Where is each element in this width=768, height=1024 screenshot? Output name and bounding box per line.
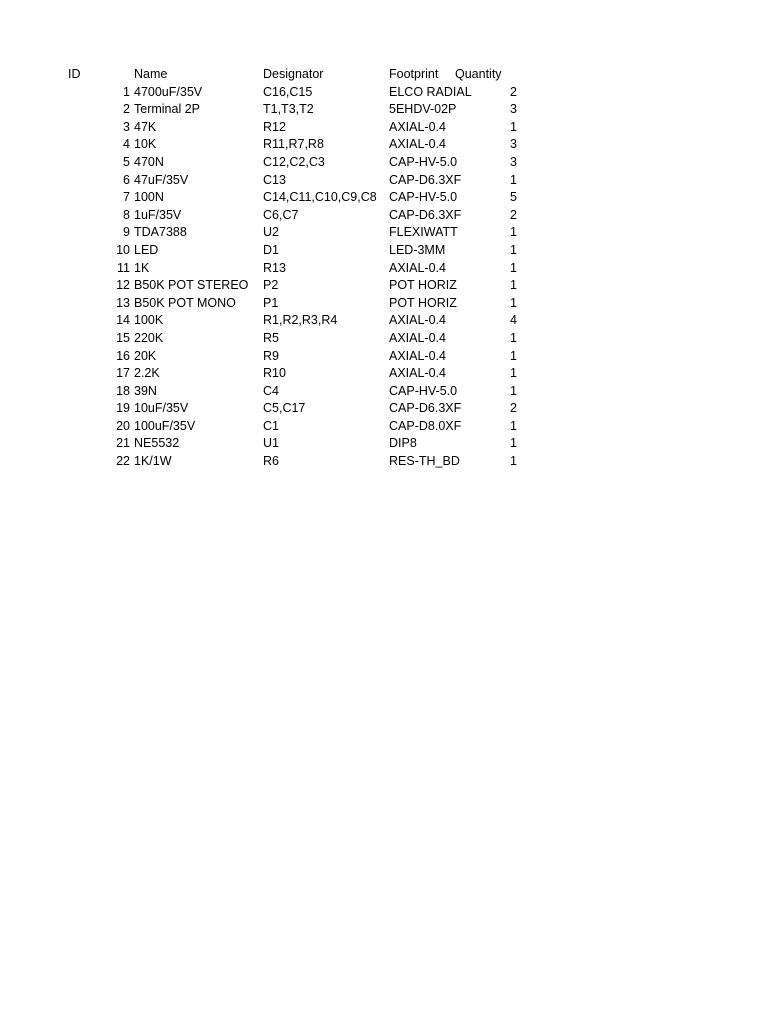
cell-footprint: AXIAL-0.4 xyxy=(389,313,446,328)
cell-footprint: CAP-D6.3XF xyxy=(389,401,462,416)
cell-designator: C1 xyxy=(263,418,279,433)
cell-name: 39N xyxy=(134,383,157,398)
cell-footprint: DIP8 xyxy=(389,436,417,451)
cell-name: NE5532 xyxy=(134,436,180,451)
cell-name: 10uF/35V xyxy=(134,401,189,416)
cell-quantity: 1 xyxy=(510,418,517,433)
cell-quantity: 5 xyxy=(510,190,517,205)
cell-designator: C12,C2,C3 xyxy=(263,154,325,169)
cell-name: 1K xyxy=(134,260,150,275)
cell-designator: R13 xyxy=(263,260,286,275)
cell-id: 17 xyxy=(116,366,130,381)
table-row xyxy=(0,101,768,119)
header-quantity: Quantity xyxy=(455,67,502,81)
cell-designator: D1 xyxy=(263,242,279,257)
cell-id: 18 xyxy=(116,383,130,398)
cell-name: 220K xyxy=(134,330,164,345)
cell-footprint: POT HORIZ xyxy=(389,278,457,293)
table-row xyxy=(0,172,768,190)
cell-designator: C13 xyxy=(263,172,286,187)
cell-quantity: 2 xyxy=(510,207,517,222)
header-designator: Designator xyxy=(263,67,324,81)
cell-quantity: 1 xyxy=(510,383,517,398)
cell-footprint: RES-TH_BD xyxy=(389,454,460,469)
table-row xyxy=(0,295,768,313)
cell-id: 14 xyxy=(116,313,130,328)
cell-footprint: AXIAL-0.4 xyxy=(389,137,446,152)
cell-name: 100K xyxy=(134,313,164,328)
cell-quantity: 2 xyxy=(510,84,517,99)
cell-footprint: AXIAL-0.4 xyxy=(389,348,446,363)
cell-designator: R12 xyxy=(263,119,286,134)
cell-designator: C5,C17 xyxy=(263,401,306,416)
cell-name: B50K POT MONO xyxy=(134,295,236,310)
cell-id: 5 xyxy=(123,154,130,169)
cell-name: 20K xyxy=(134,348,157,363)
table-row xyxy=(0,260,768,278)
cell-designator: R1,R2,R3,R4 xyxy=(263,313,338,328)
cell-designator: C16,C15 xyxy=(263,84,313,99)
cell-footprint: LED-3MM xyxy=(389,242,446,257)
cell-quantity: 1 xyxy=(510,225,517,240)
cell-name: 1K/1W xyxy=(134,454,172,469)
cell-footprint: AXIAL-0.4 xyxy=(389,330,446,345)
cell-name: LED xyxy=(134,242,159,257)
cell-quantity: 4 xyxy=(510,313,517,328)
cell-designator: R10 xyxy=(263,366,286,381)
cell-footprint: CAP-D6.3XF xyxy=(389,207,462,222)
cell-footprint: CAP-HV-5.0 xyxy=(389,190,458,205)
cell-designator: R6 xyxy=(263,454,279,469)
cell-id: 10 xyxy=(116,242,130,257)
cell-name: 470N xyxy=(134,154,164,169)
cell-designator: U1 xyxy=(263,436,279,451)
cell-name: 100uF/35V xyxy=(134,418,196,433)
cell-designator: R5 xyxy=(263,330,279,345)
cell-name: 1uF/35V xyxy=(134,207,182,222)
cell-designator: P2 xyxy=(263,278,279,293)
table-row xyxy=(0,418,768,436)
table-row xyxy=(0,207,768,225)
header-row xyxy=(0,66,768,84)
cell-id: 12 xyxy=(116,278,130,293)
cell-id: 21 xyxy=(116,436,130,451)
cell-id: 8 xyxy=(123,207,130,222)
cell-id: 19 xyxy=(116,401,130,416)
table-row xyxy=(0,242,768,260)
cell-name: B50K POT STEREO xyxy=(134,278,249,293)
cell-id: 22 xyxy=(116,454,130,469)
cell-name: TDA7388 xyxy=(134,225,187,240)
cell-name: 4700uF/35V xyxy=(134,84,203,99)
cell-footprint: CAP-HV-5.0 xyxy=(389,154,458,169)
table-row xyxy=(0,277,768,295)
table-row xyxy=(0,365,768,383)
cell-footprint: AXIAL-0.4 xyxy=(389,119,446,134)
cell-id: 11 xyxy=(117,260,130,275)
cell-footprint: ELCO RADIAL xyxy=(389,84,472,99)
cell-name: 2.2K xyxy=(134,366,160,381)
cell-quantity: 1 xyxy=(510,119,517,134)
header-footprint: Footprint xyxy=(389,67,439,81)
cell-footprint: POT HORIZ xyxy=(389,295,457,310)
cell-quantity: 1 xyxy=(510,366,517,381)
cell-footprint: FLEXIWATT xyxy=(389,225,458,240)
cell-id: 7 xyxy=(123,190,130,205)
cell-quantity: 1 xyxy=(510,260,517,275)
cell-name: 10K xyxy=(134,137,157,152)
table-body xyxy=(0,84,768,471)
cell-quantity: 1 xyxy=(510,348,517,363)
cell-designator: C14,C11,C10,C9,C8 xyxy=(263,190,377,205)
cell-quantity: 2 xyxy=(510,401,517,416)
cell-quantity: 1 xyxy=(510,330,517,345)
cell-footprint: AXIAL-0.4 xyxy=(389,366,446,381)
table-row xyxy=(0,136,768,154)
cell-quantity: 1 xyxy=(510,278,517,293)
table-row xyxy=(0,330,768,348)
cell-id: 15 xyxy=(116,330,130,345)
table-row xyxy=(0,119,768,137)
cell-designator: R11,R7,R8 xyxy=(263,137,324,152)
cell-footprint: AXIAL-0.4 xyxy=(389,260,446,275)
cell-quantity: 1 xyxy=(510,436,517,451)
cell-id: 4 xyxy=(123,137,130,152)
cell-designator: R9 xyxy=(263,348,279,363)
cell-id: 13 xyxy=(116,295,130,310)
table-row xyxy=(0,383,768,401)
cell-name: 47uF/35V xyxy=(134,172,189,187)
cell-name: 47K xyxy=(134,119,157,134)
cell-id: 1 xyxy=(123,84,130,99)
table-row xyxy=(0,224,768,242)
cell-designator: T1,T3,T2 xyxy=(263,102,314,117)
table-row xyxy=(0,435,768,453)
cell-id: 16 xyxy=(116,348,130,363)
table-row xyxy=(0,400,768,418)
cell-id: 20 xyxy=(116,418,130,433)
cell-designator: C6,C7 xyxy=(263,207,299,222)
header-id: ID xyxy=(68,67,81,81)
cell-footprint: CAP-HV-5.0 xyxy=(389,383,458,398)
cell-footprint: 5EHDV-02P xyxy=(389,102,457,117)
cell-quantity: 1 xyxy=(510,172,517,187)
cell-quantity: 3 xyxy=(510,137,517,152)
cell-footprint: CAP-D6.3XF xyxy=(389,172,462,187)
table-row xyxy=(0,348,768,366)
cell-footprint: CAP-D8.0XF xyxy=(389,418,462,433)
table-row xyxy=(0,189,768,207)
cell-name: 100N xyxy=(134,190,164,205)
cell-id: 9 xyxy=(123,225,130,240)
cell-quantity: 1 xyxy=(510,454,517,469)
cell-name: Terminal 2P xyxy=(134,102,200,117)
table-row xyxy=(0,312,768,330)
cell-quantity: 1 xyxy=(510,242,517,257)
header-name: Name xyxy=(134,67,168,81)
cell-designator: C4 xyxy=(263,383,279,398)
cell-designator: U2 xyxy=(263,225,279,240)
bom-table xyxy=(0,66,768,471)
cell-id: 6 xyxy=(123,172,130,187)
cell-designator: P1 xyxy=(263,295,279,310)
table-row xyxy=(0,84,768,102)
cell-id: 2 xyxy=(123,102,130,117)
cell-quantity: 1 xyxy=(510,295,517,310)
cell-quantity: 3 xyxy=(510,102,517,117)
cell-id: 3 xyxy=(123,119,130,134)
table-row xyxy=(0,154,768,172)
cell-quantity: 3 xyxy=(510,154,517,169)
table-row xyxy=(0,453,768,471)
